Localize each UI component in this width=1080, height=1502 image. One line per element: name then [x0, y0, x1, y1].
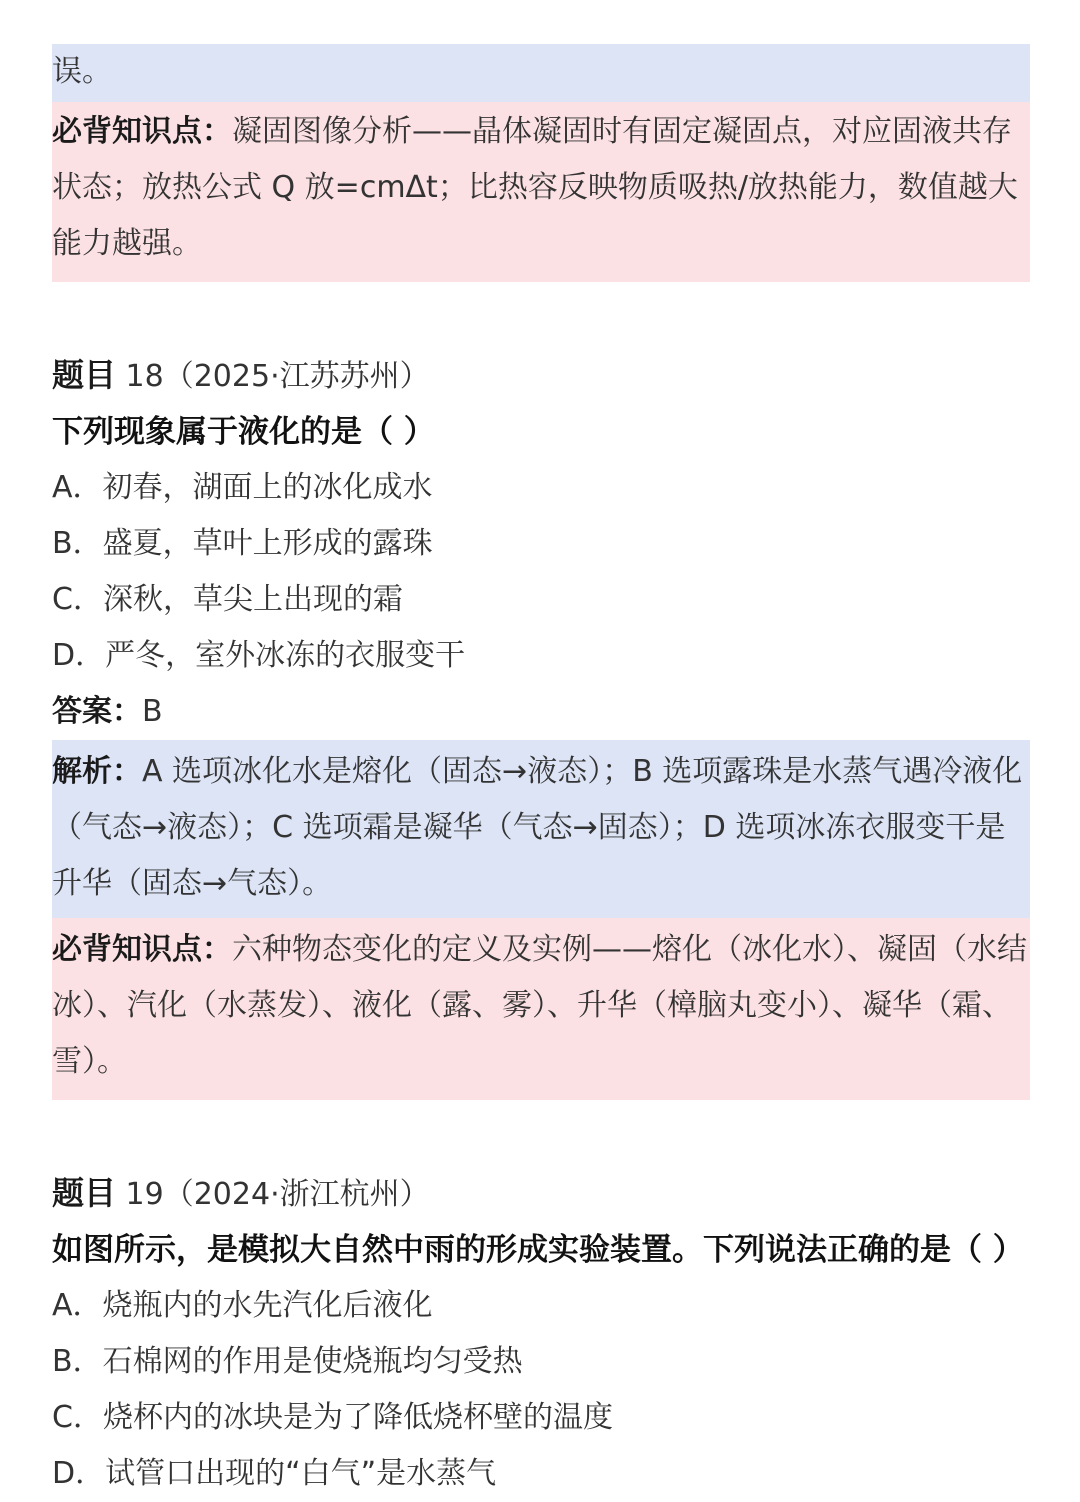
analysis-tail-text: 误。 [52, 54, 112, 89]
analysis-band-tail [52, 44, 1030, 102]
question-title-source: 18（2025·江苏苏州） [116, 359, 430, 394]
document-page [52, 0, 1030, 1502]
analysis-text: A 选项冰化水是熔化（固态→液态）；B 选项露珠是水蒸气遇冷液化（气态→液态）；C 选项霜是凝华（气态→固态）；D 选项冰冻衣服变干是升华（固态→气态）。 [52, 754, 1023, 901]
knowledge-text: 六种物态变化的定义及实例——熔化（冰化水）、凝固（水结冰）、汽化（水蒸发）、液化（露、雾）、升华（樟脑丸变小）、凝华（霜、雪）。 [52, 932, 1027, 1079]
question-19-stem: 如图所示，是模拟大自然中雨的形成实验装置。下列说法正确的是（ ） [52, 1232, 1024, 1268]
question-19-option-d: D．试管口出现的“白气”是水蒸气 [52, 1456, 497, 1491]
question-19-title [52, 1166, 1030, 1222]
section-gap [52, 282, 1030, 348]
question-18-option-b: B．盛夏，草叶上形成的露珠 [52, 526, 433, 561]
answer-label: 答案： [52, 694, 142, 729]
knowledge-label: 必背知识点： [52, 114, 232, 149]
question-18-option-a: A．初春，湖面上的冰化成水 [52, 470, 433, 505]
question-19-option-b: B．石棉网的作用是使烧瓶均匀受热 [52, 1344, 523, 1379]
analysis-band-q18 [52, 740, 1030, 918]
section-gap [52, 1100, 1030, 1166]
knowledge-band-q17 [52, 102, 1030, 282]
question-19-option-c: C．烧杯内的冰块是为了降低烧杯壁的温度 [52, 1400, 613, 1435]
question-title-label: 题目 [52, 356, 117, 394]
answer-value: B [142, 694, 163, 729]
question-19-option-a: A．烧瓶内的水先汽化后液化 [52, 1288, 433, 1323]
knowledge-label: 必背知识点： [52, 932, 232, 967]
question-title-label: 题目 [52, 1174, 117, 1212]
question-title-source: 19（2024·浙江杭州） [116, 1177, 430, 1212]
question-18-answer [52, 684, 1030, 740]
knowledge-text: 凝固图像分析——晶体凝固时有固定凝固点，对应固液共存状态；放热公式 Q 放=cmΔt；比热容反映物质吸热/放热能力，数值越大能力越强。 [52, 114, 1018, 261]
question-18-option-d: D．严冬，室外冰冻的衣服变干 [52, 638, 466, 673]
top-margin [52, 0, 1030, 44]
question-18-option-c: C．深秋，草尖上出现的霜 [52, 582, 403, 617]
analysis-label: 解析： [52, 754, 142, 789]
question-18-title [52, 348, 1030, 404]
question-18-stem: 下列现象属于液化的是（ ） [52, 414, 435, 450]
knowledge-band-q18 [52, 918, 1030, 1100]
